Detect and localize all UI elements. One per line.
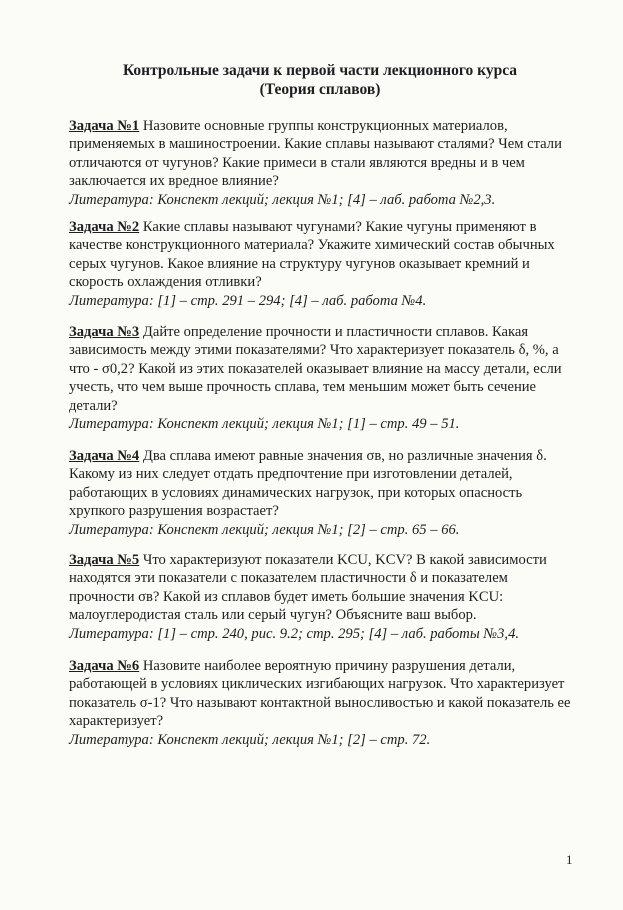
task-label: Задача №1 xyxy=(69,118,140,134)
task-1 xyxy=(69,117,574,209)
task-text: Дайте определение прочности и пластичности сплавов. Какая зависимость между этими показателями? Что характеризует показатель δ, %, а что - σ0,2? Какой из этих показателей оказывает влияние на массу детали, если учесть, что чем выше прочность сплава, тем меньшим может быть сечение детали? xyxy=(69,324,562,414)
task-text: Два сплава имеют равные значения σв, но различные значения δ. Какому из них следует отдать предпочтение при изготовлении деталей, работающих в условиях динамических нагрузок, при которых опасность хрупкого разрушения возрастает? xyxy=(69,448,547,520)
task-text: Какие сплавы называют чугунами? Какие чугуны применяют в качестве конструкционного материала? Укажите химический состав обычных серых чугунов. Какое влияние на структуру чугунов оказывает кремний и скорость охлаждения отливки? xyxy=(69,219,555,291)
task-literature: Литература: [1] – стр. 240, рис. 9.2; стр. 295; [4] – лаб. работы №3,4. xyxy=(69,625,520,642)
task-2 xyxy=(69,218,574,310)
task-label: Задача №6 xyxy=(69,658,140,674)
task-label: Задача №5 xyxy=(69,552,140,568)
task-6 xyxy=(69,657,574,749)
task-text: Что характеризуют показатели KCU, KCV? В какой зависимости находятся эти показатели с показателем пластичности δ и показателем прочности σв? Какой из сплавов будет иметь большие значения KCU: малоуглеродистая сталь или серый чугун? Объясните ваш выбор. xyxy=(69,552,547,624)
task-5 xyxy=(69,551,574,643)
task-label: Задача №2 xyxy=(69,219,140,235)
task-literature: Литература: Конспект лекций; лекция №1; [1] – стр. 49 – 51. xyxy=(69,416,460,433)
task-label: Задача №4 xyxy=(69,448,140,464)
page-number: 1 xyxy=(566,852,573,867)
task-label: Задача №3 xyxy=(69,324,140,340)
task-4 xyxy=(69,447,574,539)
task-text: Назовите наиболее вероятную причину разрушения детали, работающей в условиях циклических изгибающих нагрузок. Что характеризует показатель σ-1? Что называют контактной выносливостью и какой показатель ее характеризует? xyxy=(69,658,571,730)
task-literature: Литература: Конспект лекций; лекция №1; [2] – стр. 72. xyxy=(69,731,431,748)
task-3 xyxy=(69,323,574,433)
task-literature: Литература: Конспект лекций; лекция №1; [2] – стр. 65 – 66. xyxy=(69,521,460,538)
page-title xyxy=(60,61,580,99)
title-line-2: (Теория сплавов) xyxy=(259,81,381,98)
title-line-1: Контрольные задачи к первой части лекционного курса xyxy=(122,62,518,79)
task-literature: Литература: Конспект лекций; лекция №1; [4] – лаб. работа №2,3. xyxy=(69,191,496,208)
task-literature: Литература: [1] – стр. 291 – 294; [4] – лаб. работа №4. xyxy=(69,292,427,309)
task-text: Назовите основные группы конструкционных материалов, применяемых в машиностроении. Какие сплавы называют сталями? Чем стали отличаются от чугунов? Какие примеси в стали являются вредны и в чем заключается их вредное влияние? xyxy=(69,118,562,190)
